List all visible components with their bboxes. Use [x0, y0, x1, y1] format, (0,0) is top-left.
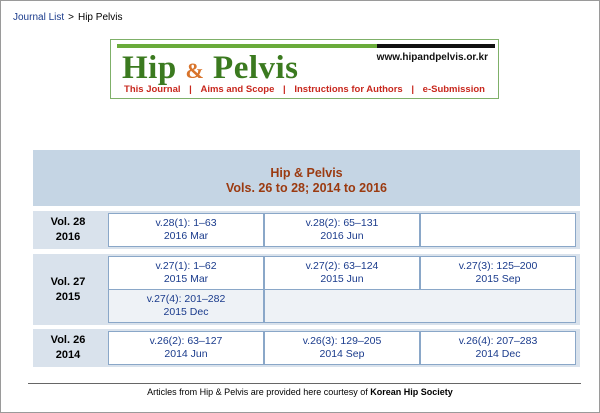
empty-issue-cell — [420, 213, 576, 247]
issue-link[interactable] — [108, 213, 264, 247]
breadcrumb — [13, 12, 122, 23]
issue-link[interactable] — [420, 256, 576, 290]
issue-title: v.26(3): 129–205 — [302, 335, 382, 347]
volume-row-27 — [33, 254, 580, 325]
issue-link[interactable] — [420, 331, 576, 365]
issues-subtitle: Vols. 26 to 28; 2014 to 2016 — [226, 181, 387, 195]
issue-link[interactable] — [108, 256, 264, 290]
issue-title: v.27(3): 125–200 — [458, 260, 538, 272]
journal-banner — [110, 39, 499, 99]
issue-date: 2014 Sep — [319, 348, 365, 360]
issue-title: v.27(4): 201–282 — [146, 293, 226, 305]
issue-link[interactable] — [264, 331, 420, 365]
nav-separator: | — [283, 84, 286, 95]
volume-label — [33, 329, 103, 367]
journal-logo[interactable] — [122, 50, 299, 87]
issue-title: v.26(2): 63–127 — [149, 335, 223, 347]
breadcrumb-separator: > — [68, 12, 74, 23]
volume-name: Vol. 26 — [50, 334, 86, 346]
issue-date: 2015 Mar — [163, 273, 209, 285]
journal-site-url[interactable]: www.hipandpelvis.or.kr — [376, 52, 488, 63]
issue-title: v.27(2): 63–124 — [305, 260, 379, 272]
issues-table — [33, 150, 580, 361]
issue-link[interactable] — [108, 331, 264, 365]
issue-link[interactable] — [264, 213, 420, 247]
issue-link[interactable] — [108, 289, 264, 323]
issue-date: 2014 Dec — [475, 348, 521, 360]
volume-row-26 — [33, 329, 580, 367]
volume-year: 2016 — [55, 231, 81, 243]
footer-prefix: Articles from Hip & Pelvis are provided here courtesy of — [147, 387, 368, 397]
issue-date: 2016 Mar — [163, 230, 209, 242]
logo-amp: & — [185, 58, 205, 83]
nav-separator: | — [411, 84, 415, 95]
issue-title: v.28(1): 1–63 — [155, 217, 217, 229]
nav-e-submission[interactable]: e-Submission — [422, 84, 485, 95]
issues-header — [33, 150, 580, 206]
issue-date: 2015 Jun — [320, 273, 364, 285]
logo-hip: Hip — [122, 50, 177, 86]
volume-row-28 — [33, 211, 580, 249]
banner-nav — [111, 84, 498, 95]
footer-society-link[interactable]: Korean Hip Society — [370, 387, 453, 397]
logo-pelvis: Pelvis — [213, 50, 299, 86]
footer-credit — [0, 387, 600, 397]
banner-green-bar — [117, 44, 377, 48]
volume-name: Vol. 27 — [50, 275, 86, 288]
issue-date: 2016 Jun — [320, 230, 364, 242]
issue-link[interactable] — [264, 256, 420, 290]
issue-date: 2015 Sep — [475, 273, 521, 285]
volume-name: Vol. 28 — [50, 216, 86, 228]
issues-title: Hip & Pelvis — [270, 166, 343, 180]
volume-year: 2014 — [55, 349, 81, 361]
issue-title: v.28(2): 65–131 — [305, 217, 379, 229]
issue-title: v.27(1): 1–62 — [155, 260, 217, 272]
issue-date: 2014 Jun — [164, 348, 208, 360]
volume-label — [33, 254, 103, 325]
volume-year: 2015 — [55, 290, 81, 303]
nav-this-journal[interactable]: This Journal — [124, 84, 181, 95]
footer-divider — [28, 383, 581, 384]
issue-title: v.26(4): 207–283 — [458, 335, 538, 347]
volume-label — [33, 211, 103, 249]
breadcrumb-journal-list-link[interactable]: Journal List — [13, 12, 65, 23]
issue-date: 2015 Dec — [163, 306, 209, 318]
banner-black-bar — [377, 44, 495, 48]
empty-issue-cell — [264, 289, 576, 323]
nav-instructions-authors[interactable]: Instructions for Authors — [294, 84, 403, 95]
nav-separator: | — [189, 84, 192, 95]
breadcrumb-current: Hip Pelvis — [77, 12, 123, 23]
nav-aims-scope[interactable]: Aims and Scope — [200, 84, 275, 95]
